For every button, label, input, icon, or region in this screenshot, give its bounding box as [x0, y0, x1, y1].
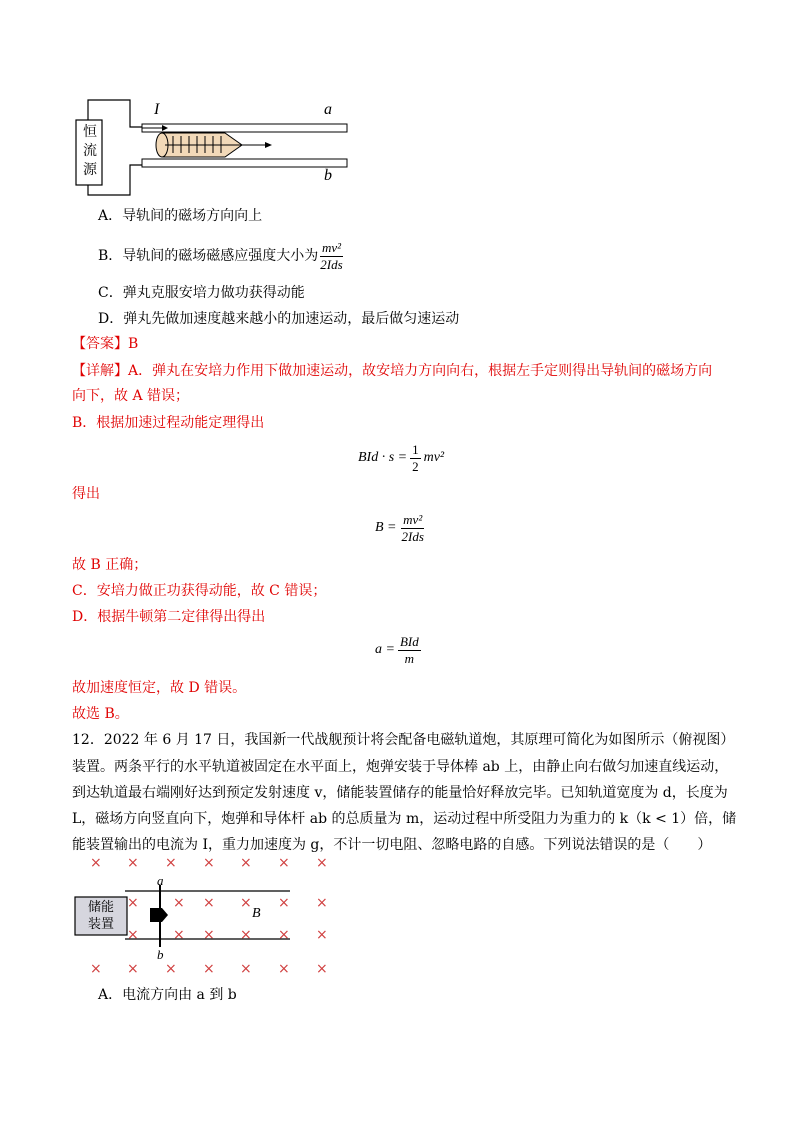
option-a: A．导轨间的磁场方向向上 — [98, 208, 263, 224]
x-mark: × — [278, 855, 290, 871]
equation-3 — [375, 630, 421, 670]
x-mark: × — [316, 961, 328, 977]
detail-line-2: 向下，故 A 错误； — [72, 388, 190, 404]
rod-bottom-label: b — [157, 947, 164, 962]
x-mark: × — [203, 855, 215, 871]
q12-option-a: A．电流方向由 a 到 b — [98, 987, 237, 1003]
x-mark: × — [203, 927, 215, 943]
field-label: B — [252, 906, 261, 921]
x-mark: × — [90, 855, 102, 871]
eq1-frac-num: 1 — [412, 441, 419, 457]
equation-2 — [375, 508, 426, 548]
q12-line-4: L，磁场方向竖直向下，炮弹和导体杆 ab 的总质量为 m，运动过程中所受阻力为重力的 k（k < 1）倍，储 — [72, 811, 737, 827]
x-mark: × — [240, 855, 252, 871]
x-mark: × — [165, 855, 177, 871]
eq2-left: B = — [375, 520, 397, 535]
current-label: I — [154, 101, 160, 118]
eq1-left: BId · s = — [358, 450, 408, 465]
detail-line-1: 【详解】A．弹丸在安培力作用下做加速运动，故安培力方向向右，根据左手定则得出导轨间的磁场方向 — [72, 363, 713, 379]
rail-top-label: a — [324, 101, 332, 118]
x-mark: × — [240, 895, 252, 911]
x-mark: × — [278, 961, 290, 977]
equation-1 — [358, 438, 444, 478]
choose-answer: 故选 B。 — [72, 706, 129, 722]
x-mark: × — [203, 895, 215, 911]
eq1-frac-den: 2 — [412, 458, 419, 474]
figure-railgun — [70, 95, 360, 200]
q12-line-3: 到达轨道最右端刚好达到预定发射速度 v，储能装置储存的能量恰好释放完毕。已知轨道宽度为 d，长度为 — [72, 785, 728, 801]
x-mark: × — [127, 927, 139, 943]
eq2-fraction — [400, 512, 426, 545]
option-b-frac-num: mv² — [321, 239, 342, 255]
d-wrong: 故加速度恒定，故 D 错误。 — [72, 680, 247, 696]
x-mark: × — [203, 961, 215, 977]
rod-top-label: a — [157, 873, 164, 888]
option-b-fraction — [318, 240, 344, 273]
q12-line-5: 能装置输出的电流为 I，重力加速度为 g，不计一切电阻、忽略电路的自感。下列说法错误的是（ ） — [72, 837, 712, 853]
x-mark: × — [240, 961, 252, 977]
detail-b-line: B．根据加速过程动能定理得出 — [72, 415, 265, 431]
eq3-fraction — [398, 634, 421, 667]
x-mark: × — [90, 961, 102, 977]
option-d: D．弹丸先做加速度越来越小的加速运动，最后做匀速运动 — [98, 311, 460, 327]
x-mark: × — [240, 927, 252, 943]
x-mark: × — [278, 895, 290, 911]
x-mark: × — [127, 855, 139, 871]
so-label-1: 得出 — [72, 486, 100, 502]
answer-label: 【答案】B — [72, 336, 139, 352]
b-correct: 故 B 正确； — [72, 557, 148, 573]
x-mark: × — [173, 927, 185, 943]
x-mark: × — [278, 927, 290, 943]
eq3-left: a = — [375, 642, 395, 657]
option-b-text: B．导轨间的磁场磁感应强度大小为 — [98, 248, 319, 264]
eq2-frac-den: 2Ids — [401, 528, 424, 544]
x-mark: × — [316, 895, 328, 911]
option-b — [98, 238, 345, 274]
x-mark: × — [316, 927, 328, 943]
x-mark: × — [173, 895, 185, 911]
rail-bottom-label: b — [324, 167, 332, 184]
device-label-2: 装置 — [87, 917, 114, 932]
x-mark: × — [127, 961, 139, 977]
q12-line-2: 装置。两条平行的水平轨道被固定在水平面上，炮弹安装于导体棒 ab 上，由静止向右做匀加速直线运动， — [72, 759, 729, 775]
option-c: C．弹丸克服安培力做功获得动能 — [98, 285, 305, 301]
x-mark: × — [127, 895, 139, 911]
detail-c-line: C．安培力做正功获得动能，故 C 错误； — [72, 583, 327, 599]
x-mark: × — [165, 961, 177, 977]
eq1-fraction — [410, 442, 421, 475]
eq1-right: mv² — [423, 450, 445, 465]
q12-line-1: 12．2022 年 6 月 17 日，我国新一代战舰预计将会配备电磁轨道炮，其原理可简化为如图所示（俯视图） — [72, 732, 735, 748]
x-mark: × — [316, 855, 328, 871]
eq3-frac-den: m — [404, 650, 415, 666]
eq3-frac-num: BId — [399, 633, 419, 649]
detail-d-line: D．根据牛顿第二定律得出得出 — [72, 609, 266, 625]
eq2-frac-num: mv² — [403, 511, 423, 527]
option-b-frac-den: 2Ids — [320, 256, 343, 272]
figure-energy-railgun — [70, 855, 340, 980]
device-label-1: 储能 — [87, 900, 114, 915]
source-label: 恒流源 — [83, 124, 97, 178]
railgun-diagram — [70, 95, 360, 200]
